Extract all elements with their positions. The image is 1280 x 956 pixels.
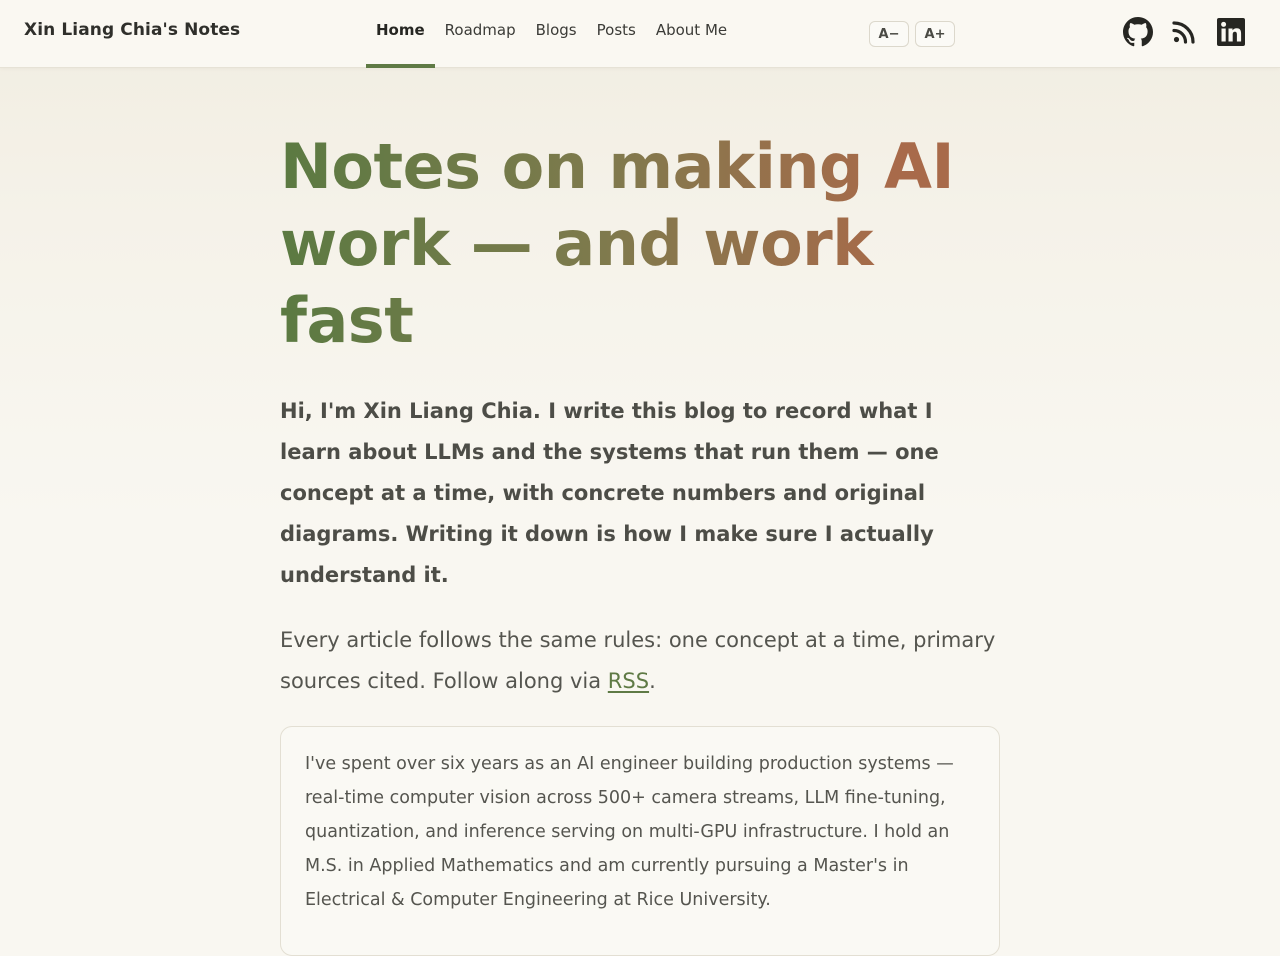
bio-text: I've spent over six years as an AI engineer building production systems — real-time computer vision across 500+ camera streams, LLM fine-tuning, quantization, and inference serving on multi-GPU infrastructure. I hold an M.S. in Applied Mathematics and am currently pursuing a Master's in Electrical & Computer Engineering at Rice University.	[305, 754, 954, 910]
nav-about-me[interactable]: About Me	[655, 21, 728, 39]
rss-link[interactable]: RSS	[607, 669, 650, 693]
site-title-link[interactable]: Xin Liang Chia's Notes	[24, 20, 241, 40]
rss-icon[interactable]	[1172, 20, 1202, 52]
main-content	[280, 128, 1000, 956]
hero-title-line1: Notes on making AI	[280, 130, 955, 203]
nav-roadmap[interactable]: Roadmap	[444, 21, 516, 39]
nav-blogs[interactable]: Blogs	[535, 21, 577, 39]
font-decrease-button[interactable]: A−	[869, 21, 909, 47]
rules-paragraph	[280, 620, 1000, 702]
bio-card	[280, 726, 1000, 956]
font-size-controls	[869, 21, 955, 47]
hero-title-line2: work — and work fast	[280, 207, 873, 357]
hero-title	[280, 128, 1000, 359]
github-icon[interactable]	[1123, 16, 1153, 48]
nav-posts[interactable]: Posts	[596, 21, 636, 39]
font-increase-button[interactable]: A+	[915, 21, 955, 47]
linkedin-icon[interactable]	[1216, 17, 1246, 49]
rules-text: Every article follows the same rules: one concept at a time, primary sources cited. Follow along via	[280, 628, 996, 693]
intro-paragraph: Hi, I'm Xin Liang Chia. I write this blog to record what I learn about LLMs and the systems that run them — one concept at a time, with concrete numbers and original diagrams. Writing it down is how I make sure I actually understand it.	[280, 399, 939, 587]
main-nav	[366, 0, 737, 68]
site-header	[0, 0, 1280, 68]
nav-home[interactable]: Home	[366, 0, 435, 68]
rules-text-end: .	[649, 669, 656, 693]
